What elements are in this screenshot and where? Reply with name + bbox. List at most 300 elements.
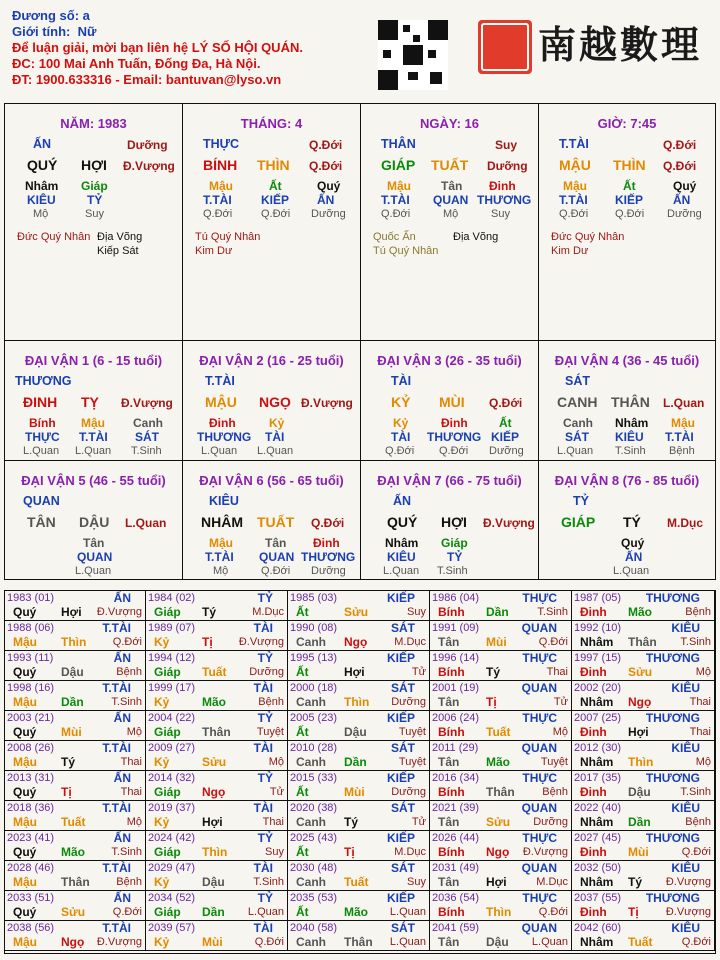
year-chi: Ngọ xyxy=(344,635,368,649)
year-chi: Thìn xyxy=(486,905,512,919)
year-can: Canh xyxy=(296,815,326,829)
pillar-can: MẬU xyxy=(559,157,591,173)
year-sao: TỶ xyxy=(257,891,273,905)
year-can: Kỷ xyxy=(154,815,170,829)
year-can: Quý xyxy=(13,785,37,799)
year-chi: Tuất xyxy=(486,725,511,739)
year-label: 2035 (53) xyxy=(290,892,338,904)
hidden-sao: QUAN xyxy=(77,550,113,564)
year-truong-sinh: Suy xyxy=(265,846,284,858)
year-cell xyxy=(430,741,572,771)
year-can: Kỷ xyxy=(154,755,170,769)
year-can: Ất xyxy=(296,785,309,799)
year-truong-sinh: Bệnh xyxy=(542,786,568,798)
hidden-can: Ất xyxy=(499,416,512,430)
year-chi: Mão xyxy=(202,695,226,709)
pillar-sao: THỰC xyxy=(203,137,240,151)
year-can: Giáp xyxy=(154,905,181,919)
hidden-can: Giáp xyxy=(441,536,468,550)
hidden-ts: Dưỡng xyxy=(489,445,524,457)
year-cell xyxy=(5,921,146,951)
year-chi: Tuất xyxy=(61,815,86,829)
dai-van-sao: THƯƠNG xyxy=(15,374,72,388)
year-cell xyxy=(288,621,430,651)
year-truong-sinh: Mộ xyxy=(695,666,711,678)
year-can: Đinh xyxy=(580,605,607,619)
year-truong-sinh: Q.Đới xyxy=(538,906,568,918)
hidden-can: Ất xyxy=(623,179,636,193)
year-can: Ất xyxy=(296,845,309,859)
year-truong-sinh: Q.Đới xyxy=(681,846,711,858)
year-sao: TÀI xyxy=(253,861,273,875)
year-can: Mậu xyxy=(13,935,37,949)
year-sao: KIÊU xyxy=(671,741,700,755)
year-truong-sinh: Q.Đới xyxy=(254,936,284,948)
qr-code-icon[interactable] xyxy=(378,20,448,90)
year-chi: Tuất xyxy=(344,875,369,889)
year-chi: Sửu xyxy=(61,905,86,919)
year-sao: THỰC xyxy=(522,711,557,725)
year-can: Canh xyxy=(296,935,326,949)
year-sao: SÁT xyxy=(391,801,415,815)
year-can: Đinh xyxy=(580,905,607,919)
pillar-title: GIỜ: 7:45 xyxy=(597,116,657,131)
year-truong-sinh: Đ.Vượng xyxy=(96,936,142,948)
year-sao: TỶ xyxy=(257,711,273,725)
year-sao: THỰC xyxy=(522,771,557,785)
year-chi: Ngọ xyxy=(61,935,85,949)
year-label: 1990 (08) xyxy=(290,622,338,634)
year-chi: Dậu xyxy=(61,665,84,679)
hidden-sao: THƯƠNG xyxy=(427,430,482,444)
year-cell xyxy=(5,711,146,741)
year-cell xyxy=(146,831,288,861)
year-chi: Tý xyxy=(202,605,217,619)
name-label: Đương số: xyxy=(12,8,80,23)
dai-van-chi: NGỌ xyxy=(259,394,291,410)
hidden-can: Nhâm xyxy=(25,179,59,193)
hidden-can: Kỷ xyxy=(393,416,409,430)
year-label: 1996 (14) xyxy=(432,652,480,664)
year-can: Tân xyxy=(438,755,460,769)
hidden-can: Mậu xyxy=(563,179,587,193)
year-can: Mậu xyxy=(13,695,37,709)
year-cell xyxy=(288,861,430,891)
year-sao: THỰC xyxy=(522,651,557,665)
year-can: Tân xyxy=(438,695,460,709)
year-can: Kỷ xyxy=(154,875,170,889)
year-sao: QUAN xyxy=(521,861,557,875)
year-truong-sinh: T.Sinh xyxy=(111,696,142,708)
year-cell xyxy=(288,921,430,951)
hidden-sao: T.TÀI xyxy=(79,430,108,444)
year-can: Bính xyxy=(438,605,465,619)
year-chi: Tý xyxy=(628,875,643,889)
year-sao: TỶ xyxy=(257,591,273,605)
hidden-sao: SÁT xyxy=(565,430,589,444)
year-can: Nhâm xyxy=(580,635,614,649)
year-sao: KIẾP xyxy=(386,891,415,905)
hidden-sao: ẤN xyxy=(625,550,643,564)
year-cell xyxy=(430,651,572,681)
gender-label: Giới tính: xyxy=(12,24,71,39)
year-truong-sinh: Tử xyxy=(411,816,426,828)
hidden-can: Tân xyxy=(441,179,463,193)
hidden-can: Quý xyxy=(621,536,645,550)
year-chi: Tuất xyxy=(628,935,653,949)
year-sao: THƯƠNG xyxy=(645,891,700,905)
year-cell xyxy=(572,801,715,831)
year-truong-sinh: Thai xyxy=(689,726,711,738)
year-chi: Dần xyxy=(344,755,367,769)
dai-van-chi: TUẤT xyxy=(257,514,295,530)
pillar-chi: HỢI xyxy=(81,157,107,173)
year-cell xyxy=(146,891,288,921)
year-truong-sinh: Bệnh xyxy=(685,816,711,828)
dai-van-chi-ts: Đ.Vượng xyxy=(301,396,353,410)
hidden-sao: ẤN xyxy=(673,193,691,207)
dai-van-title: ĐẠI VẬN 8 (76 - 85 tuổi) xyxy=(554,473,700,488)
year-chi: Mùi xyxy=(61,725,82,739)
year-can: Nhâm xyxy=(580,935,614,949)
hidden-ts: Q.Đới xyxy=(615,208,645,220)
year-chi: Thân xyxy=(61,875,90,889)
name-value: a xyxy=(82,8,90,23)
annual-years-table xyxy=(4,590,716,954)
year-cell xyxy=(146,591,288,621)
year-label: 2024 (42) xyxy=(148,832,196,844)
year-label: 2041 (59) xyxy=(432,922,480,934)
hidden-ts: Mộ xyxy=(213,565,229,577)
year-truong-sinh: Bệnh xyxy=(685,606,711,618)
year-chi: Thân xyxy=(628,635,657,649)
year-cell xyxy=(430,771,572,801)
year-chi: Mão xyxy=(344,905,368,919)
hidden-can: Mậu xyxy=(209,536,233,550)
year-cell xyxy=(288,681,430,711)
hidden-ts: Mộ xyxy=(33,208,49,220)
hidden-ts: Suy xyxy=(491,208,510,220)
dai-van-title: ĐẠI VẬN 6 (56 - 65 tuổi) xyxy=(199,473,344,488)
year-sao: THƯƠNG xyxy=(645,591,700,605)
year-cell xyxy=(572,771,715,801)
dai-van-can: ĐINH xyxy=(23,394,58,410)
year-chi: Tị xyxy=(486,695,497,709)
year-cell xyxy=(430,801,572,831)
year-truong-sinh: Bệnh xyxy=(116,666,142,678)
year-cell xyxy=(572,681,715,711)
pillar-chi: TUẤT xyxy=(431,157,469,173)
year-cell xyxy=(288,891,430,921)
year-chi: Tị xyxy=(628,905,639,919)
hidden-ts: Dưỡng xyxy=(667,208,702,220)
hidden-ts: Q.Đới xyxy=(261,208,291,220)
profile-header xyxy=(12,8,303,88)
year-label: 2036 (54) xyxy=(432,892,480,904)
year-truong-sinh: Mộ xyxy=(126,726,142,738)
year-can: Đinh xyxy=(580,785,607,799)
year-chi: Dần xyxy=(486,605,509,619)
year-chi: Sửu xyxy=(344,605,369,619)
year-label: 1999 (17) xyxy=(148,682,196,694)
hidden-sao: TỶ xyxy=(87,193,103,207)
dai-van-chi-ts: Đ.Vượng xyxy=(121,396,173,410)
year-sao: KIÊU xyxy=(671,921,700,935)
hidden-sao: QUAN xyxy=(259,550,295,564)
hidden-ts: T.Sinh xyxy=(437,565,468,577)
year-cell xyxy=(430,891,572,921)
year-sao: T.TÀI xyxy=(102,741,131,755)
pillar-year xyxy=(5,104,182,340)
dai-van-chi-ts: L.Quan xyxy=(125,516,167,530)
year-cell xyxy=(572,621,715,651)
year-label: 2001 (19) xyxy=(432,682,480,694)
year-can: Mậu xyxy=(13,755,37,769)
year-truong-sinh: Tử xyxy=(411,666,426,678)
year-chi: Thìn xyxy=(202,845,228,859)
year-truong-sinh: Dưỡng xyxy=(391,786,426,798)
year-can: Ất xyxy=(296,905,309,919)
hidden-sao: T.TÀI xyxy=(665,430,694,444)
year-truong-sinh: T.Sinh xyxy=(680,786,711,798)
hidden-sao: KIẾP xyxy=(261,193,290,207)
hidden-can: Mậu xyxy=(81,416,105,430)
dai-van-sao: TÀI xyxy=(391,374,412,388)
hidden-sao: THƯƠNG xyxy=(477,193,532,207)
year-chi: Ngọ xyxy=(486,845,510,859)
year-cell xyxy=(5,771,146,801)
hidden-can: Nhâm xyxy=(385,536,419,550)
hidden-ts: Mộ xyxy=(443,208,459,220)
year-label: 2027 (45) xyxy=(574,832,622,844)
hidden-ts: Bệnh xyxy=(669,445,695,457)
year-sao: T.TÀI xyxy=(102,861,131,875)
year-chi: Mùi xyxy=(202,935,223,949)
year-cell xyxy=(5,651,146,681)
hidden-sao: THƯƠNG xyxy=(301,550,356,564)
year-label: 1995 (13) xyxy=(290,652,338,664)
year-sao: KIẾP xyxy=(386,831,415,845)
hidden-can: Bính xyxy=(29,416,56,430)
year-can: Tân xyxy=(438,815,460,829)
year-cell xyxy=(146,711,288,741)
year-cell xyxy=(288,591,430,621)
year-label: 1993 (11) xyxy=(7,652,54,664)
dai-van-can: QUÝ xyxy=(387,514,418,530)
year-can: Nhâm xyxy=(580,815,614,829)
year-label: 2038 (56) xyxy=(7,922,55,934)
hidden-ts: Q.Đới xyxy=(439,445,469,457)
year-can: Mậu xyxy=(13,875,37,889)
year-truong-sinh: M.Dục xyxy=(536,876,568,888)
year-can: Đinh xyxy=(580,665,607,679)
year-truong-sinh: T.Sinh xyxy=(680,636,711,648)
year-sao: TÀI xyxy=(253,801,273,815)
year-truong-sinh: T.Sinh xyxy=(537,606,568,618)
year-sao: KIÊU xyxy=(671,621,700,635)
year-label: 2016 (34) xyxy=(432,772,480,784)
dai-van-6 xyxy=(183,461,360,579)
hidden-can: Đinh xyxy=(489,179,516,193)
year-truong-sinh: Mộ xyxy=(268,756,284,768)
year-sao: QUAN xyxy=(521,801,557,815)
year-label: 1984 (02) xyxy=(148,592,196,604)
year-label: 2034 (52) xyxy=(148,892,196,904)
dai-van-can: TÂN xyxy=(27,514,56,530)
year-label: 1985 (03) xyxy=(290,592,338,604)
hidden-can: Đinh xyxy=(209,416,236,430)
year-label: 2010 (28) xyxy=(290,742,338,754)
year-chi: Mùi xyxy=(486,635,507,649)
pillar-can: BÍNH xyxy=(203,157,238,173)
hidden-sao: KIÊU xyxy=(387,550,416,564)
year-can: Nhâm xyxy=(580,875,614,889)
year-cell xyxy=(572,591,715,621)
year-sao: ẤN xyxy=(113,651,131,665)
year-label: 1997 (15) xyxy=(574,652,622,664)
pillar-title: THÁNG: 4 xyxy=(240,116,303,131)
year-cell xyxy=(288,771,430,801)
hidden-sao: T.TÀI xyxy=(559,193,588,207)
dai-van-chi: DẬU xyxy=(79,514,110,530)
year-cell xyxy=(146,681,288,711)
year-chi: Sửu xyxy=(202,755,227,769)
year-label: 2005 (23) xyxy=(290,712,338,724)
red-seal-logo xyxy=(478,20,532,74)
year-cell xyxy=(430,921,572,951)
year-sao: ẤN xyxy=(113,891,131,905)
year-sao: TÀI xyxy=(253,681,273,695)
hidden-can: Mậu xyxy=(209,179,233,193)
year-can: Mậu xyxy=(13,635,37,649)
year-label: 2007 (25) xyxy=(574,712,622,724)
pillar-title: NGÀY: 16 xyxy=(420,116,479,131)
pillar-hour xyxy=(539,104,715,340)
year-can: Ất xyxy=(296,725,309,739)
hidden-can: Ất xyxy=(269,179,282,193)
year-chi: Hợi xyxy=(628,725,649,739)
year-can: Giáp xyxy=(154,605,181,619)
year-truong-sinh: Đ.Vượng xyxy=(522,846,568,858)
year-label: 2008 (26) xyxy=(7,742,55,754)
hidden-can: Mậu xyxy=(387,179,411,193)
hidden-can: Canh xyxy=(563,416,593,430)
dai-van-chi-ts: Q.Đới xyxy=(311,516,345,530)
hidden-ts: L.Quan xyxy=(613,565,650,577)
year-sao: SÁT xyxy=(391,921,415,935)
year-label: 2037 (55) xyxy=(574,892,622,904)
hidden-can: Tân xyxy=(265,536,287,550)
year-can: Bính xyxy=(438,905,465,919)
dai-van-title: ĐẠI VẬN 1 (6 - 15 tuổi) xyxy=(24,353,163,368)
year-cell xyxy=(572,921,715,951)
year-label: 2042 (60) xyxy=(574,922,622,934)
year-label: 2018 (36) xyxy=(7,802,55,814)
year-chi: Tị xyxy=(61,785,72,799)
year-cell xyxy=(5,801,146,831)
year-chi: Mão xyxy=(61,845,85,859)
year-can: Mậu xyxy=(13,815,37,829)
year-label: 2023 (41) xyxy=(7,832,55,844)
year-sao: SÁT xyxy=(391,681,415,695)
year-truong-sinh: Mộ xyxy=(695,756,711,768)
year-chi: Mùi xyxy=(344,785,365,799)
hidden-ts: Dưỡng xyxy=(311,208,346,220)
year-sao: ẤN xyxy=(113,711,131,725)
year-label: 1987 (05) xyxy=(574,592,622,604)
pillar-day xyxy=(361,104,538,340)
dai-van-chi: HỢI xyxy=(441,514,467,530)
year-can: Quý xyxy=(13,725,37,739)
hidden-can: Đinh xyxy=(313,536,340,550)
year-can: Quý xyxy=(13,665,37,679)
year-cell xyxy=(572,861,715,891)
year-truong-sinh: Đ.Vượng xyxy=(665,906,711,918)
hidden-can: Nhâm xyxy=(615,416,649,430)
year-label: 2009 (27) xyxy=(148,742,196,754)
pillar-sao: THÂN xyxy=(381,137,416,151)
than-sat: Địa Võng xyxy=(453,231,499,243)
year-sao: THƯƠNG xyxy=(645,711,700,725)
year-can: Giáp xyxy=(154,785,181,799)
year-label: 2015 (33) xyxy=(290,772,338,784)
year-label: 2025 (43) xyxy=(290,832,338,844)
hidden-can: Mậu xyxy=(671,416,695,430)
year-can: Canh xyxy=(296,755,326,769)
year-cell xyxy=(288,801,430,831)
year-label: 2019 (37) xyxy=(148,802,196,814)
year-sao: QUAN xyxy=(521,921,557,935)
year-sao: TỶ xyxy=(257,651,273,665)
hidden-can: Đinh xyxy=(441,416,468,430)
year-cell xyxy=(5,861,146,891)
year-chi: Dậu xyxy=(202,875,225,889)
year-chi: Sửu xyxy=(486,815,511,829)
year-chi: Mão xyxy=(628,605,652,619)
year-truong-sinh: T.Sinh xyxy=(111,846,142,858)
year-chi: Tý xyxy=(61,755,76,769)
year-label: 1989 (07) xyxy=(148,622,196,634)
year-label: 2031 (49) xyxy=(432,862,480,874)
year-chi: Tuất xyxy=(202,665,227,679)
dai-van-can: MẬU xyxy=(205,394,237,410)
year-chi: Ngọ xyxy=(202,785,226,799)
year-can: Kỷ xyxy=(154,695,170,709)
dai-van-sao: SÁT xyxy=(565,374,590,388)
hidden-ts: Q.Đới xyxy=(203,208,233,220)
year-label: 2002 (20) xyxy=(574,682,622,694)
year-sao: TÀI xyxy=(253,621,273,635)
year-label: 2030 (48) xyxy=(290,862,338,874)
year-label: 2032 (50) xyxy=(574,862,622,874)
year-cell xyxy=(430,711,572,741)
year-chi: Hợi xyxy=(344,665,365,679)
year-chi: Thìn xyxy=(61,635,87,649)
hidden-sao: KIÊU xyxy=(27,193,56,207)
dai-van-chi-ts: L.Quan xyxy=(663,396,705,410)
year-cell xyxy=(146,921,288,951)
dai-van-chi-ts: Q.Đới xyxy=(489,396,523,410)
year-truong-sinh: Thai xyxy=(689,696,711,708)
year-label: 2022 (40) xyxy=(574,802,622,814)
pillar-chi-ts: Dưỡng xyxy=(487,159,528,173)
dai-van-7 xyxy=(361,461,538,579)
year-can: Giáp xyxy=(154,665,181,679)
dai-van-chi: MÙI xyxy=(439,394,465,410)
year-sao: KIẾP xyxy=(386,591,415,605)
than-sat: Kim Dư xyxy=(551,245,589,257)
year-label: 1983 (01) xyxy=(7,592,55,604)
